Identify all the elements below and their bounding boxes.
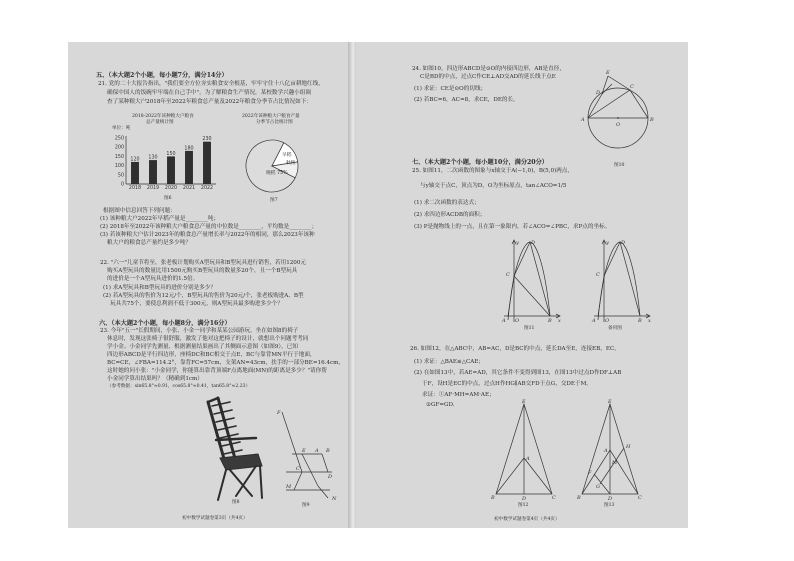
fig12-caption: 图12	[518, 503, 529, 508]
bar-chart-title-2: 总产量统计图	[146, 120, 174, 125]
q23-line-5: BC=CE，∠FBA=114.2°，靠背FC=57cm，支架AN=43cm，扶手的一部分BE=16.4cm，	[107, 360, 345, 366]
svg-text:B: B	[548, 318, 552, 324]
fig9-caption: 图9	[302, 503, 310, 508]
q24-line-4: (2) 若BC=6，AC=8，求CE，DE的长。	[414, 97, 519, 103]
left-page-footer: 初中数学试题卷第3页（共4页）	[182, 516, 248, 521]
fig11-caption: 图11	[524, 326, 535, 331]
svg-text:C: C	[596, 272, 600, 278]
svg-text:C: C	[630, 84, 634, 90]
svg-text:C: C	[638, 495, 642, 501]
bar-chart-y-tick: 100	[114, 164, 124, 170]
svg-text:C: C	[506, 272, 510, 278]
svg-text:G: G	[596, 484, 600, 490]
svg-text:x: x	[648, 318, 651, 324]
fig13-triangle	[576, 400, 644, 500]
bar-chart	[112, 132, 222, 194]
q25-line-3: (1) 求二次函数的表达式；	[414, 200, 480, 206]
svg-text:E: E	[608, 399, 612, 405]
q22-line-5: (2) 若A型玩具的售价为12元/个，B型玩具的售价为20元/个，张老板购进A、B型	[103, 293, 304, 299]
fig11-spare-caption: 备用图	[608, 326, 622, 331]
q21-line-2: 确保中国人的饭碗牢牢端在自己手中"。为了解粮食生产情况，某校数学兴趣小组调	[107, 90, 311, 96]
svg-text:D: D	[621, 240, 626, 246]
svg-text:A: A	[526, 456, 530, 462]
bar-chart-bar	[131, 162, 139, 184]
q21-line-1: 21. 党的二十大报告指出，"我们要全方位夯实粮食安全根基，牢牢守住十八亿亩耕地红线，	[98, 81, 324, 87]
q24-line-3: (1) 求证：CE是⊙O的切线；	[414, 86, 487, 92]
bar-chart-y-tick: 50	[117, 173, 124, 179]
bar-chart-y-tick: 250	[114, 136, 124, 142]
bar-chart-category-label: 2022	[200, 186, 214, 191]
pie-slice-label: 晚稻 75%	[266, 171, 288, 176]
q26-line-3: (2) 在如图13中，若AE=AD，其它条件不变得到图13，在图13中过点D作DF⊥AB	[414, 370, 622, 376]
bar-chart-data-label: 180	[184, 146, 194, 152]
svg-text:D: D	[608, 496, 613, 502]
q24-line-2: C是BD的中点，过点C作CE⊥AD交AD的延长线于点E	[420, 74, 556, 80]
bar-chart-category-label: 2018	[128, 186, 142, 191]
svg-text:B: B	[326, 448, 330, 454]
bar-chart-data-label: 150	[166, 151, 176, 157]
svg-text:F: F	[277, 410, 281, 416]
svg-text:M: M	[286, 484, 292, 490]
svg-text:A: A	[592, 318, 596, 324]
q21-sub-3a: (3) 若该种粮大户估计2023年的粮食总产量增长率与2022年的相同，那么2023年该种	[100, 232, 315, 238]
svg-text:D: D	[596, 90, 601, 96]
fig11-spare-parabola	[590, 236, 654, 324]
q23-line-2: 休息时，发现这张椅子很舒服，激发了他对这把椅子的设计，就想出个问题考考同	[107, 336, 309, 342]
svg-text:C: C	[552, 495, 556, 501]
pie-slice-label: 早稻	[282, 153, 292, 158]
fig13-caption: 图13	[604, 503, 615, 508]
q23-line-6: 这时她的问小张："小金同学，你能算出靠背顶端F点离地面(MN)的距离是多少？"请你帮	[107, 368, 327, 374]
q22-line-2: 购买A型玩具的数量比用1500元购买B型玩具的数量多20个，且一个B型玩具	[107, 268, 298, 274]
q25-line-2: 与y轴交于点C，顶点为D，O为坐标原点，tan∠ACO=1/5	[420, 183, 567, 189]
svg-text:y: y	[606, 240, 609, 246]
svg-text:B: B	[650, 117, 654, 123]
svg-text:y: y	[516, 240, 519, 246]
bar-chart-data-label: 130	[148, 155, 158, 161]
svg-text:M: M	[612, 460, 618, 466]
svg-text:O: O	[605, 318, 610, 324]
q26-line-1: 26. 如图12，在△ABC中，AB=AC，D是BC的中点，延长DA至E，连接EB，EC。	[410, 346, 620, 352]
bar-chart-title-1: 2018-2022年该种粮大户粮食	[132, 114, 194, 119]
q23-line-4: 四边形ABCD是平行四边形，座椅DC和BC相交于点E，BC与靠背MN平行于地面，	[107, 352, 316, 358]
right-page-footer: 初中数学试题卷第4页（共4页）	[494, 517, 560, 522]
svg-text:E: E	[302, 448, 306, 454]
bar-chart-y-tick: 0	[120, 182, 124, 188]
bar-chart-data-label: 120	[130, 157, 140, 163]
q21-sub-1: (1) 该种粮大户2022年早稻产量是________吨；	[100, 216, 220, 222]
q22-line-6: 玩具共75个，要使总利润不低于300元，则A型玩具最多购进多少个？	[110, 301, 283, 307]
pie-slice-label: 秋粮	[286, 161, 296, 166]
svg-text:B: B	[638, 318, 642, 324]
q25-line-5: (3) P是抛物线上的一点，且在第一象限内，若∠ACO=∠PBC，求P点的坐标。	[414, 224, 611, 230]
svg-text:O: O	[616, 122, 621, 128]
q26-line-4: 于F，设H是EC的中点，过点H作HG∥AB交FD于点G，交DE于M。	[422, 381, 592, 387]
svg-text:O: O	[515, 318, 520, 324]
svg-text:A: A	[604, 448, 608, 454]
q25-line-1: 25. 如图11，二次函数的图象与x轴交于A(−1,0)，B(5,0)两点，	[412, 168, 573, 174]
svg-text:B: B	[577, 495, 581, 501]
q21-sub-2: (2) 2018年至2022年该种粮大户粮食总产量的中位数是________，平均数是________；	[100, 224, 318, 230]
section-5-header: 五、（本大题2个小题，每小题7分，满分14分）	[96, 72, 228, 79]
svg-text:D: D	[522, 496, 527, 502]
bar-chart-bar	[185, 151, 193, 184]
q24-line-1: 24. 如图10，四边形ABCD是⊙O的内接四边形，AB是直径，	[412, 66, 565, 72]
bar-chart-y-tick: 150	[114, 154, 124, 160]
section-7-header: 七、（本大题2个小题，每小题10分，满分20分）	[412, 159, 548, 166]
bar-chart-caption: 图6	[164, 196, 172, 201]
svg-text:F: F	[588, 470, 592, 476]
q23-line-7: 小金同学算出结果吗？（精确到1cm）	[107, 376, 203, 382]
fig12-triangle	[490, 400, 558, 500]
bar-chart-category-label: 2019	[146, 186, 160, 191]
fig10-circle-diagram	[578, 60, 664, 160]
svg-text:H: H	[626, 444, 631, 450]
fig10-caption: 图10	[614, 163, 625, 168]
bar-chart-data-label: 230	[202, 137, 212, 143]
q26-line-2: (1) 求证：△BAE≌△CAE；	[414, 359, 485, 365]
q26-line-5: 求证：①AF·MH=AM·AE；	[422, 392, 495, 398]
fig8-caption: 图8	[232, 500, 240, 505]
bar-chart-unit: 单位：吨	[112, 126, 131, 131]
svg-text:A: A	[315, 448, 319, 454]
svg-text:A: A	[581, 117, 585, 123]
bar-chart-y-tick: 200	[114, 145, 124, 151]
q22-line-4: (1) 求A型玩具和B型玩具的进价分别是多少？	[103, 285, 216, 291]
svg-text:x: x	[558, 318, 561, 324]
svg-text:C: C	[296, 466, 300, 472]
q23-line-3: 学小金。小金同学先测量、根据测量结果画出了其侧面示意图（如图9），已知	[107, 344, 298, 350]
svg-text:B: B	[491, 495, 495, 501]
q21-intro: 根据图中信息回答下列问题：	[103, 208, 176, 214]
q21-sub-3b: 粮大户的粮食总产量约是多少吨？	[107, 240, 191, 246]
q23-reference-data: （参考数据：sin65.8°≈0.91，cos65.8°≈0.41，tan65.8°≈2.23）	[107, 384, 251, 389]
bar-chart-category-label: 2020	[164, 186, 178, 191]
fig11-parabola	[500, 236, 564, 324]
q22-line-1: 22. "六一"儿童节将至，张老板计划购买A型玩具和B型玩具进行销售，若用1200元	[100, 260, 307, 266]
bar-chart-bar	[167, 156, 175, 184]
svg-text:N: N	[332, 496, 337, 502]
bar-chart-bar	[149, 160, 157, 184]
svg-text:E: E	[606, 70, 610, 76]
q25-line-4: (2) 求四边形ACDB的面积；	[414, 212, 486, 218]
q26-line-6: ②GF=GD.	[426, 402, 455, 408]
pie-chart-title-1: 2022年该种粮大户粮食产量	[242, 114, 300, 119]
svg-text:D: D	[328, 474, 333, 480]
chair-photo	[196, 396, 266, 502]
section-6-header: 六、（本大题2个小题，每小题8分，满分16分）	[99, 320, 231, 327]
bar-chart-bar	[203, 142, 211, 184]
q23-line-1: 23. 今年"五一"长假期间，小张、小金一同学和某某公园游玩，坐在如图8的椅子	[100, 328, 299, 334]
pie-chart	[242, 128, 302, 198]
q22-line-3: 的进价是一个A型玩具进价的1.5倍。	[107, 276, 199, 282]
svg-text:E: E	[522, 399, 526, 405]
pie-chart-caption: 图7	[270, 198, 278, 203]
bar-chart-category-label: 2021	[182, 186, 196, 191]
svg-text:A: A	[502, 318, 506, 324]
pie-chart-title-2: 分季节占比统计图	[256, 120, 293, 125]
svg-text:D: D	[531, 240, 536, 246]
q21-line-3: 查了某种粮大户2018年至2022年粮食总产量及2022年粮食分季节占比情况如下：	[107, 99, 312, 105]
fig9-diagram	[272, 408, 342, 504]
